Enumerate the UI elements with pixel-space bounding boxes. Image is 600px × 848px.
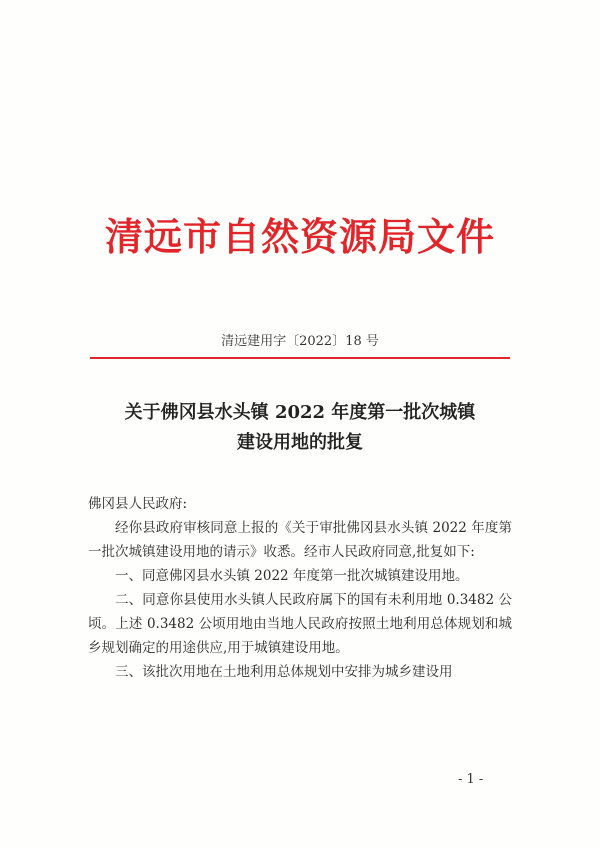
paragraph-item-2: 二、同意你县使用水头镇人民政府属下的国有未利用地 0.3482 公顷。上述 0.3482 公顷用地由当地人民政府按照土地利用总体规划和城乡规划确定的用途供应,用于城镇建设用地。 — [88, 592, 512, 656]
paragraph-intro: 经你县政府审核同意上报的《关于审批佛冈县水头镇 2022 年度第一批次城镇建设用地的请示》收悉。经市人民政府同意,批复如下: — [88, 520, 512, 560]
subject-line-2: 建设用地的批复 — [237, 432, 363, 453]
document-subject — [0, 398, 600, 458]
paragraph-item-3: 三、该批次用地在土地利用总体规划中安排为城乡建设用 — [115, 664, 453, 680]
page-number: - 1 - — [458, 772, 484, 787]
document-body — [88, 492, 512, 684]
subject-line-1: 关于佛冈县水头镇 2022 年度第一批次城镇 — [124, 402, 476, 423]
red-divider-rule — [90, 357, 510, 359]
issuing-authority-title: 清远市自然资源局文件 — [104, 215, 495, 259]
paragraph-item-1: 一、同意佛冈县水头镇 2022 年度第一批次城镇建设用地。 — [115, 568, 469, 584]
salutation: 佛冈县人民政府: — [88, 496, 188, 512]
document-number: 清远建用字〔2022〕18 号 — [221, 334, 379, 349]
